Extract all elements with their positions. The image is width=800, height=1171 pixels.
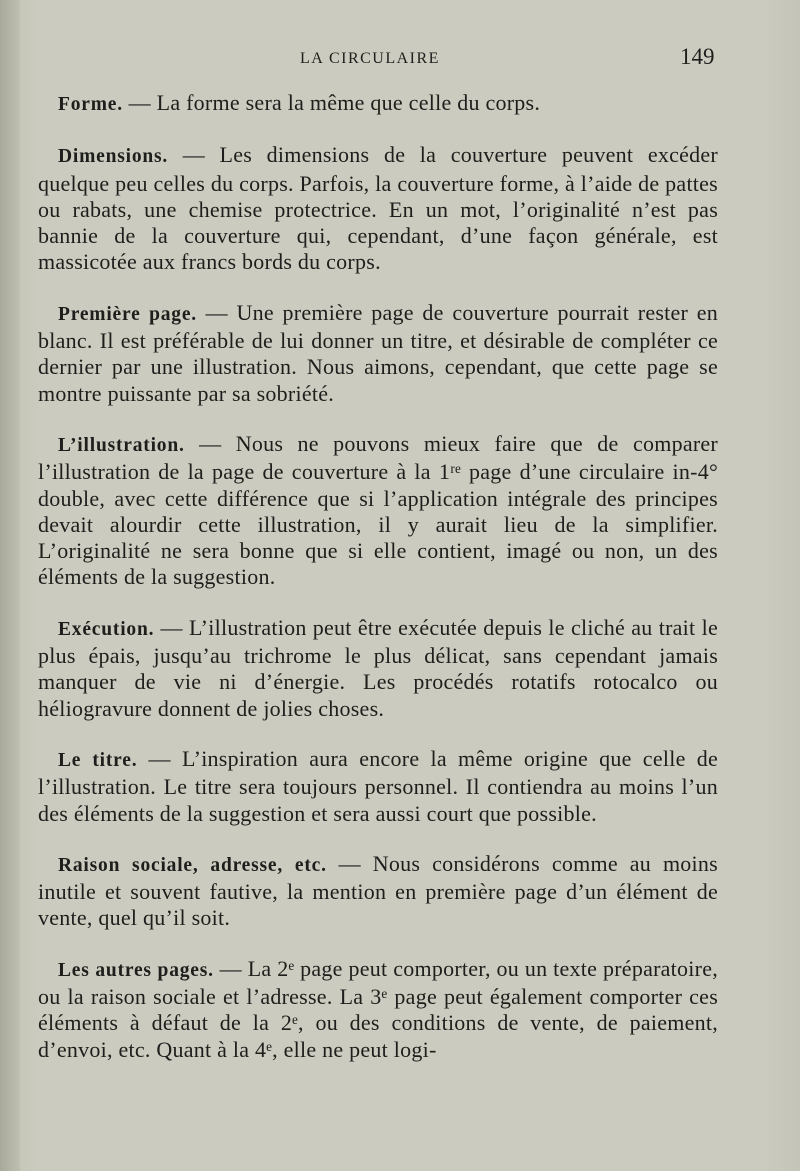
paragraph-autres-pages — [38, 956, 718, 1063]
running-head — [0, 44, 800, 74]
paragraph-raison-sociale — [38, 851, 718, 932]
paragraph-heading: Raison sociale, adresse, etc. — [58, 854, 327, 876]
paragraph-text: Nous considérons comme au moins inutile et souvent fautive, la mention en première page d’un élément de vente, quel qu’il soit. — [38, 850, 718, 931]
paragraph-text: L’inspiration aura encore la même origine que celle de l’illustration. Le titre sera toujours personnel. Il contiendra au moins l’un des éléments de la suggestion et sera aussi court que possible. — [38, 745, 718, 826]
paragraph-forme — [38, 90, 718, 118]
paragraph-premiere-page — [38, 300, 718, 407]
paragraph-heading: Le titre. — [58, 749, 138, 771]
body-text — [38, 90, 718, 1087]
paragraph-heading: Dimensions. — [58, 146, 169, 168]
paragraph-heading: Première page. — [58, 303, 197, 325]
paragraph-heading: Forme. — [58, 94, 123, 115]
paragraph-separator: — — [137, 745, 182, 771]
paragraph-separator: — — [154, 614, 189, 640]
page-gutter — [0, 0, 20, 1171]
paragraph-text: Les dimensions de la couverture peuvent excéder quelque peu celles du corps. Parfois, la couverture forme, à l’aide de pattes ou rabats, une chemise protectrice. En un mot, l’originalité n’est pas bannie de la couverture qui, cependant, d’une façon générale, est massicotée aux francs bords du corps. — [38, 142, 719, 275]
running-title: LA CIRCULAIRE — [300, 50, 440, 67]
paragraph-separator: — — [184, 430, 236, 456]
paragraph-text: Une première page de couverture pourrait rester en blanc. Il est préférable de lui donner un titre, et désirable de compléter ce dernier par une illustration. Nous aimons, cependant, que cette page se montre puissante par sa sobriété. — [38, 299, 719, 406]
paragraph-illustration — [38, 431, 718, 591]
paragraph-separator: — — [122, 90, 157, 115]
paragraph-execution — [38, 615, 718, 722]
paragraph-text: Nous ne pouvons mieux faire que de comparer l’illustration de la page de couverture à la 1ʳᵉ page d’une circulaire in-4° double, avec cette différence que si l’application intégrale des principes devait alourdir cette illustration, il y aurait lieu de la simplifier. L’originalité ne sera bonne que si elle contient, imagé ou non, un des éléments de la suggestion. — [38, 430, 718, 590]
paragraph-heading: Les autres pages. — [58, 959, 214, 981]
paragraph-separator: — — [168, 142, 220, 168]
paragraph-le-titre — [38, 746, 718, 827]
paragraph-heading: Exécution. — [58, 618, 155, 640]
paragraph-text: L’illustration peut être exécutée depuis le cliché au trait le plus épais, jusqu’au trichrome le plus délicat, sans cependant jamais manquer de vie ni d’énergie. Les procédés rotatifs rotocalco ou héliogravure donnent de jolies choses. — [38, 614, 718, 721]
paragraph-separator: — — [326, 850, 373, 876]
paragraph-separator: — — [196, 299, 237, 325]
paragraph-dimensions — [38, 142, 718, 275]
page-number: 149 — [680, 44, 715, 69]
paragraph-heading: L’illustration. — [58, 434, 185, 456]
paragraph-separator: — — [213, 955, 248, 981]
paragraph-text: La 2ᵉ page peut comporter, ou un texte préparatoire, ou la raison sociale et l’adresse. La 3ᵉ page peut également comporter ces éléments à défaut de la 2ᵉ, ou des conditions de vente, de paiement, d’envoi, etc. Quant à la 4ᵉ, elle ne peut logi- — [38, 955, 718, 1062]
paragraph-text: La forme sera la même que celle du corps. — [156, 90, 541, 115]
